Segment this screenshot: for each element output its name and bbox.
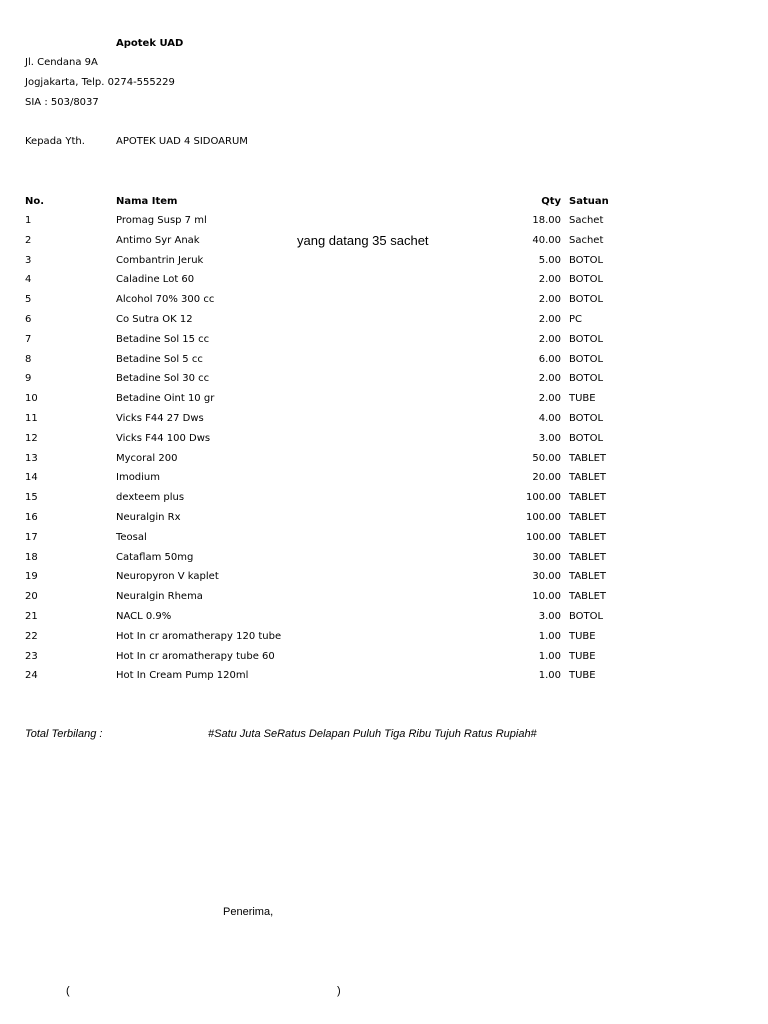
item-no: 19 [25,571,38,583]
company-name: Apotek UAD [116,38,184,49]
item-no: 2 [25,234,32,246]
item-qty: 18.00 [532,215,561,226]
item-no: 9 [25,373,32,385]
table-row [0,393,768,413]
item-no: 3 [25,254,32,266]
item-no: 4 [25,274,32,286]
item-unit: Sachet [569,234,604,246]
item-unit: BOTOL [569,294,604,306]
item-qty: 1.00 [538,650,561,662]
item-name: NACL 0.9% [116,611,172,622]
item-qty: 5.00 [538,254,561,266]
item-unit: BOTOL [569,333,604,345]
table-row [0,274,768,294]
item-name: Vicks F44 100 Dws [116,432,211,444]
item-qty: 100.00 [526,512,561,523]
item-qty: 10.00 [532,591,561,603]
item-qty: 4.00 [538,413,561,424]
header-name: Nama Item [116,196,178,207]
item-no: 11 [25,413,38,424]
item-name: Cataflam 50mg [116,551,194,563]
item-name: Hot In Cream Pump 120ml [116,670,249,682]
table-row [0,334,768,354]
table-row [0,373,768,393]
table-row [0,294,768,314]
item-name: Co Sutra OK 12 [116,314,193,325]
item-unit: BOTOL [569,373,604,385]
item-no: 7 [25,333,32,345]
item-name: Betadine Oint 10 gr [116,393,215,405]
item-qty: 6.00 [538,353,561,365]
item-no: 8 [25,353,32,365]
item-qty: 2.00 [538,314,561,325]
item-no: 5 [25,294,32,306]
item-no: 24 [25,670,38,682]
total-label: Total Terbilang : [25,728,103,740]
item-unit: TABLET [569,551,607,563]
header-unit: Satuan [569,196,609,207]
table-row [0,571,768,591]
table-row [0,492,768,512]
item-name: Betadine Sol 5 cc [116,353,203,365]
item-qty: 3.00 [538,432,561,444]
table-row [0,651,768,671]
item-qty: 2.00 [538,333,561,345]
item-name: Teosal [116,531,147,543]
item-name: Betadine Sol 30 cc [116,373,210,385]
company-address: Jl. Cendana 9A [25,57,98,68]
item-qty: 50.00 [532,452,561,464]
item-no: 20 [25,591,38,603]
signature-label: Penerima, [223,906,274,918]
item-name: Combantrin Jeruk [116,254,204,266]
item-qty: 2.00 [538,274,561,286]
delivery-note: yang datang 35 sachet [297,233,429,248]
item-unit: TABLET [569,571,607,583]
item-unit: BOTOL [569,274,604,286]
item-name: Hot In cr aromatherapy tube 60 [116,650,275,662]
item-unit: BOTOL [569,254,604,266]
item-unit: TUBE [569,670,596,682]
table-row [0,631,768,651]
item-qty: 2.00 [538,373,561,385]
item-no: 23 [25,650,38,662]
item-qty: 20.00 [532,472,561,484]
item-name: Mycoral 200 [116,452,178,464]
item-no: 14 [25,472,38,484]
item-qty: 100.00 [526,531,561,543]
item-name: Caladine Lot 60 [116,274,195,286]
table-row [0,472,768,492]
table-row [0,591,768,611]
table-row [0,413,768,433]
company-city-phone: Jogjakarta, Telp. 0274-555229 [25,77,175,88]
item-no: 22 [25,630,38,642]
item-unit: TABLET [569,512,607,523]
table-row [0,552,768,572]
item-qty: 2.00 [538,294,561,306]
item-name: Neuralgin Rhema [116,591,203,603]
item-no: 12 [25,432,38,444]
item-qty: 40.00 [532,234,561,246]
item-unit: TABLET [569,452,607,464]
item-unit: PC [569,314,583,325]
item-no: 21 [25,611,38,622]
header-qty: Qty [541,196,561,207]
table-row [0,314,768,334]
item-no: 13 [25,452,38,464]
item-qty: 100.00 [526,492,561,504]
item-name: Alcohol 70% 300 cc [116,294,215,306]
item-name: Betadine Sol 15 cc [116,333,210,345]
item-no: 18 [25,551,38,563]
item-name: Neuralgin Rx [116,512,181,523]
table-row [0,255,768,275]
signature-close-paren: ) [337,985,341,997]
item-name: Imodium [116,472,161,484]
signature-open-paren: ( [66,985,70,997]
header-no: No. [25,196,45,207]
item-name: Neuropyron V kaplet [116,571,219,583]
item-qty: 3.00 [538,611,561,622]
item-name: Vicks F44 27 Dws [116,413,204,424]
item-name: Antimo Syr Anak [116,234,200,246]
table-row [0,512,768,532]
recipient-name: APOTEK UAD 4 SIDOARUM [116,136,248,147]
item-qty: 1.00 [538,670,561,682]
item-unit: TABLET [569,492,607,504]
item-no: 10 [25,393,38,405]
table-row [0,532,768,552]
table-header [0,196,768,216]
item-no: 15 [25,492,38,504]
item-unit: BOTOL [569,353,604,365]
item-name: Hot In cr aromatherapy 120 tube [116,630,282,642]
total-value: #Satu Juta SeRatus Delapan Puluh Tiga Ribu Tujuh Ratus Rupiah# [208,728,537,740]
item-unit: TABLET [569,531,607,543]
recipient-label: Kepada Yth. [25,136,85,147]
item-unit: BOTOL [569,413,604,424]
item-no: 1 [25,215,32,226]
item-unit: BOTOL [569,611,604,622]
table-row [0,453,768,473]
item-unit: TUBE [569,393,596,405]
table-row [0,433,768,453]
item-unit: TUBE [569,650,596,662]
item-unit: TUBE [569,630,596,642]
company-sia: SIA : 503/8037 [25,97,99,108]
item-no: 16 [25,512,38,523]
item-qty: 2.00 [538,393,561,405]
item-qty: 1.00 [538,630,561,642]
table-row [0,670,768,690]
table-row [0,611,768,631]
item-unit: BOTOL [569,432,604,444]
table-row [0,215,768,235]
item-qty: 30.00 [532,571,561,583]
item-no: 17 [25,531,38,543]
item-unit: Sachet [569,215,604,226]
item-unit: TABLET [569,472,607,484]
table-row [0,354,768,374]
item-unit: TABLET [569,591,607,603]
item-no: 6 [25,314,32,325]
item-name: dexteem plus [116,492,185,504]
item-name: Promag Susp 7 ml [116,215,207,226]
item-qty: 30.00 [532,551,561,563]
